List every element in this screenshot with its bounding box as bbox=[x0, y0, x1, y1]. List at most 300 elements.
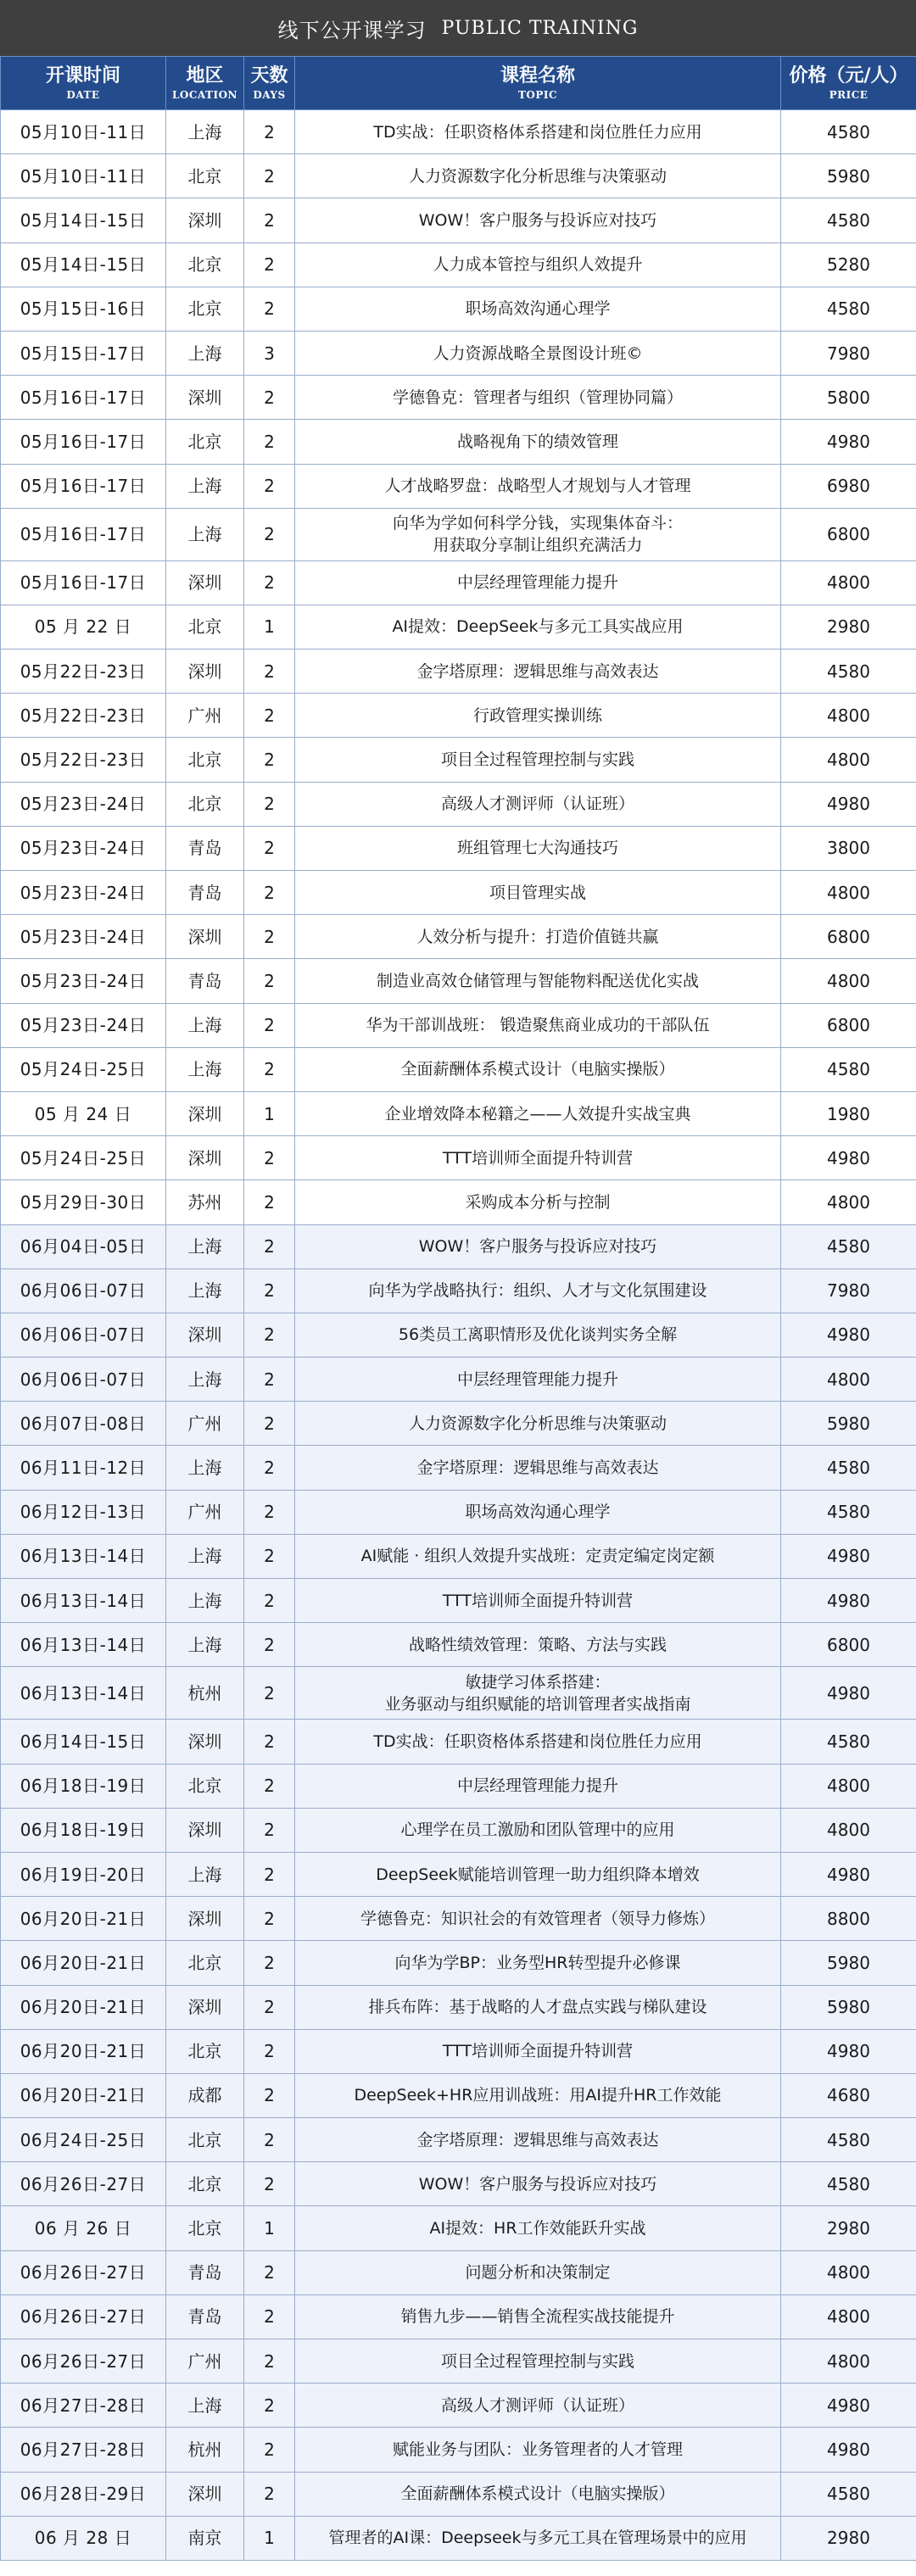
table-row bbox=[1, 1358, 916, 1402]
location-cell: 北京 bbox=[166, 1941, 244, 1985]
table-row bbox=[1, 2294, 916, 2339]
price-cell: 5980 bbox=[781, 1985, 916, 2029]
date-cell: 06月20日-21日 bbox=[1, 1985, 166, 2029]
table-row bbox=[1, 1579, 916, 1623]
days-cell: 2 bbox=[244, 198, 295, 243]
topic-cell: 全面薪酬体系模式设计（电脑实操版） bbox=[295, 1047, 781, 1091]
location-cell: 上海 bbox=[166, 1579, 244, 1623]
location-cell: 深圳 bbox=[166, 1136, 244, 1180]
days-cell: 2 bbox=[244, 1490, 295, 1534]
topic-line-2: 业务驱动与组织赋能的培训管理者实战指南 bbox=[384, 1694, 691, 1714]
location-cell: 北京 bbox=[166, 782, 244, 826]
location-cell: 深圳 bbox=[166, 1091, 244, 1135]
location-cell: 上海 bbox=[166, 331, 244, 375]
location-cell: 上海 bbox=[166, 1224, 244, 1268]
date-cell: 05月23日-24日 bbox=[1, 871, 166, 915]
location-cell: 上海 bbox=[166, 1623, 244, 1667]
topic-cell: 学德鲁克：管理者与组织（管理协同篇） bbox=[295, 376, 781, 420]
date-cell: 06月06日-07日 bbox=[1, 1268, 166, 1313]
table-row bbox=[1, 1534, 916, 1578]
days-cell: 2 bbox=[244, 1808, 295, 1852]
location-cell: 青岛 bbox=[166, 826, 244, 870]
price-cell: 2980 bbox=[781, 2206, 916, 2250]
date-cell: 06月07日-08日 bbox=[1, 1402, 166, 1446]
location-cell: 深圳 bbox=[166, 198, 244, 243]
days-cell: 2 bbox=[244, 2428, 295, 2472]
date-cell: 06月27日-28日 bbox=[1, 2428, 166, 2472]
table-row bbox=[1, 1852, 916, 1896]
topic-cell: 向华为学BP：业务型HR转型提升必修课 bbox=[295, 1941, 781, 1985]
location-cell: 上海 bbox=[166, 1446, 244, 1490]
location-cell: 上海 bbox=[166, 110, 244, 154]
days-cell: 2 bbox=[244, 376, 295, 420]
location-cell: 北京 bbox=[166, 2118, 244, 2162]
location-cell: 青岛 bbox=[166, 2250, 244, 2294]
table-row bbox=[1, 1667, 916, 1720]
days-cell: 2 bbox=[244, 1268, 295, 1313]
date-cell: 05月16日-17日 bbox=[1, 560, 166, 605]
price-cell: 4800 bbox=[781, 1808, 916, 1852]
topic-cell: AI提效：HR工作效能跃升实战 bbox=[295, 2206, 781, 2250]
table-row bbox=[1, 2339, 916, 2384]
location-cell: 广州 bbox=[166, 1402, 244, 1446]
date-cell: 06月20日-21日 bbox=[1, 1941, 166, 1985]
table-row bbox=[1, 376, 916, 420]
topic-cell: TTT培训师全面提升特训营 bbox=[295, 2029, 781, 2073]
table-row bbox=[1, 2516, 916, 2560]
topic-cell: 人力资源数字化分析思维与决策驱动 bbox=[295, 1402, 781, 1446]
header-topic bbox=[295, 57, 781, 110]
days-cell: 2 bbox=[244, 1003, 295, 1047]
topic-line-1: 向华为学如何科学分钱，实现集体奋斗： bbox=[392, 514, 683, 533]
days-cell: 2 bbox=[244, 464, 295, 508]
topic-cell: 高级人才测评师（认证班） bbox=[295, 2384, 781, 2428]
days-cell: 2 bbox=[244, 1313, 295, 1357]
table-row bbox=[1, 959, 916, 1003]
date-cell: 06 月 28 日 bbox=[1, 2516, 166, 2560]
price-cell: 4980 bbox=[781, 1852, 916, 1896]
date-cell: 06月20日-21日 bbox=[1, 1897, 166, 1941]
header-location bbox=[166, 57, 244, 110]
date-cell: 05月24日-25日 bbox=[1, 1047, 166, 1091]
header-date bbox=[1, 57, 166, 110]
date-cell: 06月13日-14日 bbox=[1, 1667, 166, 1720]
price-cell: 4580 bbox=[781, 1720, 916, 1764]
days-cell: 2 bbox=[244, 738, 295, 782]
date-cell: 06 月 26 日 bbox=[1, 2206, 166, 2250]
topic-cell: WOW！客户服务与投诉应对技巧 bbox=[295, 198, 781, 243]
table-row bbox=[1, 1720, 916, 1764]
date-cell: 06月06日-07日 bbox=[1, 1358, 166, 1402]
topic-cell: 战略视角下的绩效管理 bbox=[295, 420, 781, 464]
location-cell: 广州 bbox=[166, 2339, 244, 2384]
table-row bbox=[1, 1897, 916, 1941]
location-cell: 成都 bbox=[166, 2073, 244, 2117]
topic-cell: DeepSeek赋能培训管理一助力组织降本增效 bbox=[295, 1852, 781, 1896]
price-cell: 4980 bbox=[781, 2428, 916, 2472]
table-row bbox=[1, 915, 916, 959]
topic-cell: 班组管理七大沟通技巧 bbox=[295, 826, 781, 870]
table-row bbox=[1, 1490, 916, 1534]
date-cell: 06月13日-14日 bbox=[1, 1534, 166, 1578]
price-cell: 4580 bbox=[781, 1047, 916, 1091]
location-cell: 深圳 bbox=[166, 560, 244, 605]
table-row bbox=[1, 871, 916, 915]
location-cell: 深圳 bbox=[166, 2472, 244, 2516]
location-cell: 深圳 bbox=[166, 1313, 244, 1357]
days-cell: 2 bbox=[244, 959, 295, 1003]
date-cell: 05月29日-30日 bbox=[1, 1180, 166, 1224]
topic-cell: 人效分析与提升：打造价值链共赢 bbox=[295, 915, 781, 959]
topic-cell: 管理者的AI课：Deepseek与多元工具在管理场景中的应用 bbox=[295, 2516, 781, 2560]
price-cell: 5980 bbox=[781, 154, 916, 198]
table-row bbox=[1, 1313, 916, 1357]
topic-cell: 中层经理管理能力提升 bbox=[295, 560, 781, 605]
date-cell: 05月22日-23日 bbox=[1, 738, 166, 782]
location-cell: 北京 bbox=[166, 287, 244, 331]
days-cell: 2 bbox=[244, 560, 295, 605]
table-row bbox=[1, 1268, 916, 1313]
table-row bbox=[1, 508, 916, 560]
location-cell: 青岛 bbox=[166, 2294, 244, 2339]
date-cell: 06月04日-05日 bbox=[1, 1224, 166, 1268]
price-cell: 4800 bbox=[781, 738, 916, 782]
date-cell: 06月26日-27日 bbox=[1, 2250, 166, 2294]
table-row bbox=[1, 605, 916, 649]
location-cell: 上海 bbox=[166, 508, 244, 560]
price-cell: 4580 bbox=[781, 650, 916, 694]
date-cell: 05月23日-24日 bbox=[1, 826, 166, 870]
table-row bbox=[1, 694, 916, 738]
topic-cell: 向华为学战略执行：组织、人才与文化氛围建设 bbox=[295, 1268, 781, 1313]
topic-cell: 金字塔原理：逻辑思维与高效表达 bbox=[295, 650, 781, 694]
table-row bbox=[1, 331, 916, 375]
table-row bbox=[1, 287, 916, 331]
price-cell: 8800 bbox=[781, 1897, 916, 1941]
header-price-zh: 价格（元/人） bbox=[789, 65, 908, 86]
location-cell: 上海 bbox=[166, 1047, 244, 1091]
days-cell: 2 bbox=[244, 1446, 295, 1490]
location-cell: 上海 bbox=[166, 1852, 244, 1896]
table-row bbox=[1, 2029, 916, 2073]
date-cell: 05月16日-17日 bbox=[1, 464, 166, 508]
table-row bbox=[1, 1623, 916, 1667]
table-row bbox=[1, 154, 916, 198]
date-cell: 05月10日-11日 bbox=[1, 110, 166, 154]
topic-cell: 战略性绩效管理：策略、方法与实践 bbox=[295, 1623, 781, 1667]
price-cell: 2980 bbox=[781, 2516, 916, 2560]
days-cell: 2 bbox=[244, 1764, 295, 1808]
location-cell: 北京 bbox=[166, 2029, 244, 2073]
topic-cell: 金字塔原理：逻辑思维与高效表达 bbox=[295, 1446, 781, 1490]
header-date-zh: 开课时间 bbox=[45, 65, 120, 86]
days-cell: 1 bbox=[244, 2206, 295, 2250]
price-cell: 4800 bbox=[781, 1764, 916, 1808]
topic-cell: TD实战：任职资格体系搭建和岗位胜任力应用 bbox=[295, 1720, 781, 1764]
days-cell: 2 bbox=[244, 243, 295, 287]
price-cell: 4980 bbox=[781, 1667, 916, 1720]
topic-cell: 项目全过程管理控制与实践 bbox=[295, 2339, 781, 2384]
header-days-zh: 天数 bbox=[250, 65, 288, 86]
table-row bbox=[1, 2250, 916, 2294]
location-cell: 北京 bbox=[166, 738, 244, 782]
days-cell: 3 bbox=[244, 331, 295, 375]
table-row bbox=[1, 1136, 916, 1180]
table-body bbox=[1, 110, 916, 2561]
table-header bbox=[1, 57, 916, 110]
table-row bbox=[1, 198, 916, 243]
date-cell: 06月20日-21日 bbox=[1, 2029, 166, 2073]
table-row bbox=[1, 560, 916, 605]
days-cell: 2 bbox=[244, 1941, 295, 1985]
days-cell: 2 bbox=[244, 1720, 295, 1764]
days-cell: 2 bbox=[244, 1897, 295, 1941]
date-cell: 06月26日-27日 bbox=[1, 2162, 166, 2206]
date-cell: 05月15日-16日 bbox=[1, 287, 166, 331]
price-cell: 4580 bbox=[781, 2118, 916, 2162]
topic-cell: AI提效：DeepSeek与多元工具实战应用 bbox=[295, 605, 781, 649]
price-cell: 4980 bbox=[781, 782, 916, 826]
days-cell: 2 bbox=[244, 110, 295, 154]
topic-cell: 行政管理实操训练 bbox=[295, 694, 781, 738]
days-cell: 2 bbox=[244, 1358, 295, 1402]
days-cell: 2 bbox=[244, 1534, 295, 1578]
topic-cell: 56类员工离职情形及优化谈判实务全解 bbox=[295, 1313, 781, 1357]
date-cell: 05月23日-24日 bbox=[1, 782, 166, 826]
topic-cell: 全面薪酬体系模式设计（电脑实操版） bbox=[295, 2472, 781, 2516]
price-cell: 7980 bbox=[781, 1268, 916, 1313]
topic-cell: 职场高效沟通心理学 bbox=[295, 1490, 781, 1534]
header-price-en: PRICE bbox=[829, 89, 869, 101]
topic-cell: 职场高效沟通心理学 bbox=[295, 287, 781, 331]
date-cell: 05月14日-15日 bbox=[1, 198, 166, 243]
days-cell: 2 bbox=[244, 1985, 295, 2029]
days-cell: 1 bbox=[244, 1091, 295, 1135]
price-cell: 4580 bbox=[781, 1446, 916, 1490]
days-cell: 2 bbox=[244, 420, 295, 464]
table-row bbox=[1, 1402, 916, 1446]
topic-cell: 销售九步——销售全流程实战技能提升 bbox=[295, 2294, 781, 2339]
price-cell: 4580 bbox=[781, 198, 916, 243]
date-cell: 05月23日-24日 bbox=[1, 1003, 166, 1047]
price-cell: 4580 bbox=[781, 1224, 916, 1268]
table-row bbox=[1, 1047, 916, 1091]
price-cell: 5800 bbox=[781, 376, 916, 420]
days-cell: 2 bbox=[244, 2472, 295, 2516]
title-zh: 线下公开课学习 bbox=[277, 18, 427, 42]
location-cell: 上海 bbox=[166, 1534, 244, 1578]
date-cell: 05月16日-17日 bbox=[1, 420, 166, 464]
topic-cell: TTT培训师全面提升特训营 bbox=[295, 1136, 781, 1180]
topic-cell: AI赋能 · 组织人效提升实战班：定责定编定岗定额 bbox=[295, 1534, 781, 1578]
days-cell: 1 bbox=[244, 605, 295, 649]
date-cell: 06月18日-19日 bbox=[1, 1808, 166, 1852]
table-row bbox=[1, 1808, 916, 1852]
table-row bbox=[1, 1091, 916, 1135]
location-cell: 南京 bbox=[166, 2516, 244, 2560]
price-cell: 4680 bbox=[781, 2073, 916, 2117]
date-cell: 06月13日-14日 bbox=[1, 1579, 166, 1623]
table-row bbox=[1, 738, 916, 782]
days-cell: 2 bbox=[244, 2294, 295, 2339]
topic-cell: 中层经理管理能力提升 bbox=[295, 1358, 781, 1402]
table-row bbox=[1, 243, 916, 287]
days-cell: 2 bbox=[244, 2384, 295, 2428]
days-cell: 2 bbox=[244, 694, 295, 738]
table-row bbox=[1, 2162, 916, 2206]
location-cell: 深圳 bbox=[166, 1985, 244, 2029]
price-cell: 4800 bbox=[781, 959, 916, 1003]
header-topic-en: TOPIC bbox=[517, 89, 558, 101]
price-cell: 6800 bbox=[781, 1623, 916, 1667]
days-cell: 2 bbox=[244, 1623, 295, 1667]
table-row bbox=[1, 826, 916, 870]
topic-cell: DeepSeek+HR应用训战班：用AI提升HR工作效能 bbox=[295, 2073, 781, 2117]
location-cell: 北京 bbox=[166, 2206, 244, 2250]
price-cell: 4980 bbox=[781, 1313, 916, 1357]
date-cell: 06月19日-20日 bbox=[1, 1852, 166, 1896]
price-cell: 2980 bbox=[781, 605, 916, 649]
date-cell: 06月18日-19日 bbox=[1, 1764, 166, 1808]
topic-cell: TTT培训师全面提升特训营 bbox=[295, 1579, 781, 1623]
location-cell: 青岛 bbox=[166, 871, 244, 915]
location-cell: 广州 bbox=[166, 694, 244, 738]
topic-cell: TD实战：任职资格体系搭建和岗位胜任力应用 bbox=[295, 110, 781, 154]
price-cell: 5980 bbox=[781, 1402, 916, 1446]
price-cell: 4980 bbox=[781, 1534, 916, 1578]
location-cell: 北京 bbox=[166, 1764, 244, 1808]
days-cell: 2 bbox=[244, 2162, 295, 2206]
table-row bbox=[1, 2118, 916, 2162]
date-cell: 06月24日-25日 bbox=[1, 2118, 166, 2162]
topic-cell: 企业增效降本秘籍之——人效提升实战宝典 bbox=[295, 1091, 781, 1135]
days-cell: 2 bbox=[244, 650, 295, 694]
days-cell: 2 bbox=[244, 915, 295, 959]
topic-cell: 金字塔原理：逻辑思维与高效表达 bbox=[295, 2118, 781, 2162]
price-cell: 6800 bbox=[781, 508, 916, 560]
topic-cell: 项目管理实战 bbox=[295, 871, 781, 915]
days-cell: 2 bbox=[244, 782, 295, 826]
price-cell: 4580 bbox=[781, 287, 916, 331]
topic-cell: WOW！客户服务与投诉应对技巧 bbox=[295, 1224, 781, 1268]
date-cell: 06月11日-12日 bbox=[1, 1446, 166, 1490]
table-row bbox=[1, 2206, 916, 2250]
price-cell: 6800 bbox=[781, 1003, 916, 1047]
price-cell: 4980 bbox=[781, 1579, 916, 1623]
header-location-zh: 地区 bbox=[186, 65, 224, 86]
date-cell: 05月24日-25日 bbox=[1, 1136, 166, 1180]
price-cell: 4800 bbox=[781, 2339, 916, 2384]
header-days bbox=[244, 57, 295, 110]
price-cell: 6980 bbox=[781, 464, 916, 508]
date-cell: 06月20日-21日 bbox=[1, 2073, 166, 2117]
location-cell: 深圳 bbox=[166, 650, 244, 694]
topic-cell: 人力资源数字化分析思维与决策驱动 bbox=[295, 154, 781, 198]
table-row bbox=[1, 420, 916, 464]
date-cell: 06月13日-14日 bbox=[1, 1623, 166, 1667]
price-cell: 4980 bbox=[781, 420, 916, 464]
table-row bbox=[1, 1985, 916, 2029]
topic-cell: 人力资源战略全景图设计班© bbox=[295, 331, 781, 375]
table-row bbox=[1, 464, 916, 508]
topic-cell: WOW！客户服务与投诉应对技巧 bbox=[295, 2162, 781, 2206]
date-cell: 06月12日-13日 bbox=[1, 1490, 166, 1534]
location-cell: 北京 bbox=[166, 2162, 244, 2206]
location-cell: 深圳 bbox=[166, 1808, 244, 1852]
days-cell: 2 bbox=[244, 1579, 295, 1623]
days-cell: 2 bbox=[244, 1136, 295, 1180]
price-cell: 4980 bbox=[781, 1136, 916, 1180]
days-cell: 2 bbox=[244, 1667, 295, 1720]
location-cell: 青岛 bbox=[166, 959, 244, 1003]
days-cell: 2 bbox=[244, 826, 295, 870]
location-cell: 北京 bbox=[166, 243, 244, 287]
date-cell: 06月26日-27日 bbox=[1, 2294, 166, 2339]
topic-cell: 高级人才测评师（认证班） bbox=[295, 782, 781, 826]
topic-line-2: 用获取分享制让组织充满活力 bbox=[433, 536, 643, 555]
days-cell: 2 bbox=[244, 2073, 295, 2117]
price-cell: 7980 bbox=[781, 331, 916, 375]
price-cell: 4800 bbox=[781, 1180, 916, 1224]
header-price bbox=[781, 57, 916, 110]
price-cell: 4800 bbox=[781, 2294, 916, 2339]
days-cell: 1 bbox=[244, 2516, 295, 2560]
date-cell: 06月26日-27日 bbox=[1, 2339, 166, 2384]
topic-cell: 中层经理管理能力提升 bbox=[295, 1764, 781, 1808]
header-days-en: DAYS bbox=[253, 89, 286, 101]
table-row bbox=[1, 1941, 916, 1985]
days-cell: 2 bbox=[244, 2339, 295, 2384]
date-cell: 06月28日-29日 bbox=[1, 2472, 166, 2516]
location-cell: 上海 bbox=[166, 1358, 244, 1402]
table-row bbox=[1, 650, 916, 694]
header-topic-zh: 课程名称 bbox=[500, 65, 575, 86]
date-cell: 05 月 24 日 bbox=[1, 1091, 166, 1135]
price-cell: 1980 bbox=[781, 1091, 916, 1135]
location-cell: 上海 bbox=[166, 2384, 244, 2428]
topic-cell bbox=[295, 508, 781, 560]
location-cell: 上海 bbox=[166, 1268, 244, 1313]
schedule-table bbox=[0, 56, 916, 2561]
date-cell: 05月22日-23日 bbox=[1, 694, 166, 738]
days-cell: 2 bbox=[244, 2250, 295, 2294]
date-cell: 06月27日-28日 bbox=[1, 2384, 166, 2428]
location-cell: 上海 bbox=[166, 464, 244, 508]
table-row bbox=[1, 782, 916, 826]
table-row bbox=[1, 2472, 916, 2516]
topic-cell bbox=[295, 1667, 781, 1720]
date-cell: 06月14日-15日 bbox=[1, 1720, 166, 1764]
price-cell: 4800 bbox=[781, 560, 916, 605]
price-cell: 4800 bbox=[781, 694, 916, 738]
days-cell: 2 bbox=[244, 154, 295, 198]
topic-cell: 人才战略罗盘：战略型人才规划与人才管理 bbox=[295, 464, 781, 508]
date-cell: 05月16日-17日 bbox=[1, 376, 166, 420]
price-cell: 3800 bbox=[781, 826, 916, 870]
days-cell: 2 bbox=[244, 2029, 295, 2073]
location-cell: 北京 bbox=[166, 154, 244, 198]
price-cell: 4580 bbox=[781, 110, 916, 154]
date-cell: 05月23日-24日 bbox=[1, 915, 166, 959]
location-cell: 北京 bbox=[166, 420, 244, 464]
table-row bbox=[1, 2384, 916, 2428]
location-cell: 深圳 bbox=[166, 915, 244, 959]
table-row bbox=[1, 2073, 916, 2117]
price-cell: 4980 bbox=[781, 2384, 916, 2428]
header-date-en: DATE bbox=[66, 89, 100, 101]
price-cell: 4580 bbox=[781, 2162, 916, 2206]
location-cell: 苏州 bbox=[166, 1180, 244, 1224]
